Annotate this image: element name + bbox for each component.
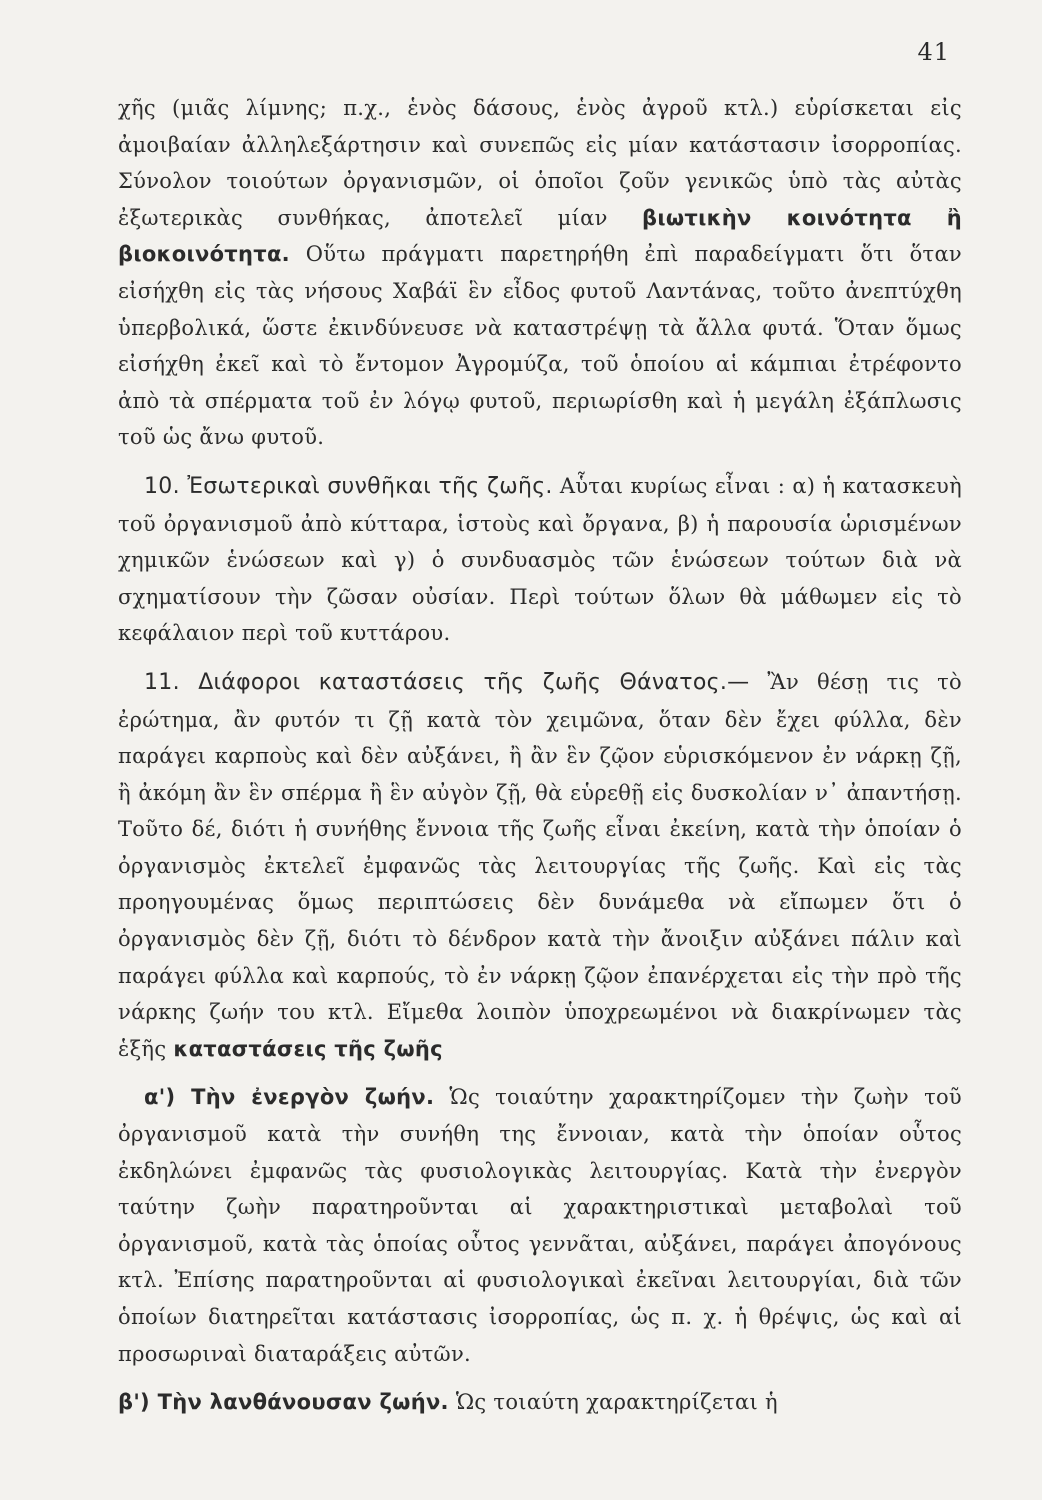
page-number: 41 [917, 38, 950, 66]
paragraph-text: Αὗται κυρίως εἶναι : α) ἡ κατασκευὴ τοῦ ὀργανισμοῦ ἀπὸ κύτταρα, ἱστοὺς καὶ ὄργανα, β) ἡ παρουσία ὡρισμένων χημικῶν ἑνώσεων καὶ γ) ὁ συνδυασμὸς τῶν ἑνώσεων τούτων διὰ νὰ σχηματίσουν τὴν ζῶσαν οὐσίαν. Περὶ τούτων ὅλων θὰ μάθωμεν εἰς τὸ κεφάλαιον περὶ τοῦ κυττάρου. [118, 473, 962, 646]
section-heading: 11. Διάφοροι καταστάσεις τῆς ζωῆς Θάνατος.— [144, 669, 750, 695]
section-11 [118, 664, 962, 1068]
subsection-active-life [118, 1079, 962, 1372]
paragraph-text: Οὕτω πράγματι παρετηρήθη ἐπὶ παραδείγματι ὅτι ὅταν εἰσήχθη εἰς τὰς νήσους Χαβάϊ ἓν εἶδος φυτοῦ Λαντάνας, τοῦτο ἀνεπτύχθη ὑπερβολικά, ὥστε ἐκινδύνευσε νὰ καταστρέψῃ τὰ ἄλλα φυτά. Ὅταν ὅμως εἰσήχθη ἐκεῖ καὶ τὸ ἔντομον Ἀγρομύζα, τοῦ ὁποίου αἱ κάμπιαι ἐτρέφοντο ἀπὸ τὰ σπέρματα τοῦ ἐν λόγῳ φυτοῦ, περιωρίσθη καὶ ἡ μεγάλη ἐξάπλωσις τοῦ ὡς ἄνω φυτοῦ. [118, 242, 962, 450]
paragraph-biocommunity [118, 90, 962, 456]
subsection-heading: β') Τὴν λανθάνουσαν ζωήν. [118, 1390, 449, 1415]
paragraph-text: Ἂν θέσῃ τις τὸ ἐρώτημα, ἂν φυτόν τι ζῇ κατὰ τὸν χειμῶνα, ὅταν δὲν ἔχει φύλλα, δὲν παράγει καρποὺς καὶ δὲν αὐξάνει, ἢ ἂν ἓν ζῷον εὑρισκόμενον ἐν νάρκῃ ζῇ, ἢ ἀκόμη ἂν ἓν σπέρμα ἢ ἓν αὐγὸν ζῇ, θὰ εὑρεθῇ εἰς δυσκολίαν ν᾽ ἀπαντήσῃ. Τοῦτο δέ, διότι ἡ συνήθης ἔννοια τῆς ζωῆς εἶναι ἐκείνη, κατὰ τὴν ὁποίαν ὁ ὀργανισμὸς ἐκτελεῖ ἐμφανῶς τὰς λειτουργίας τῆς ζωῆς. Καὶ εἰς τὰς προηγουμένας ὅμως περιπτώσεις δὲν δυνάμεθα νὰ εἴπωμεν ὅτι ὁ ὀργανισμὸς δὲν ζῇ, διότι τὸ δένδρον κατὰ τὴν ἄνοιξιν αὐξάνει πάλιν καὶ παράγει φύλλα καὶ καρπούς, τὸ ἐν νάρκῃ ζῷον ἐπανέρχεται εἰς τὴν πρὸ τῆς νάρκης ζωήν του κτλ. Εἴμεθα λοιπὸν ὑποχρεωμένοι νὰ διακρίνωμεν τὰς ἑξῆς [118, 669, 962, 1061]
section-10 [118, 468, 962, 652]
paragraph-text: Ὡς τοιαύτη χαρακτηρίζεται ἡ [448, 1390, 778, 1415]
paragraph-text: χῆς (μιᾶς λίμνης; π.χ., ἑνὸς δάσους, ἑνὸς ἀγροῦ κτλ.) εὑρίσκεται εἰς ἀμοιβαίαν ἀλληλεξάρτησιν καὶ συνεπῶς εἰς μίαν κατάστασιν ἰσορροπίας. Σύνολον τοιούτων ὀργανισμῶν, οἱ ὁποῖοι ζοῦν γενικῶς ὑπὸ τὰς αὐτὰς ἐξωτερικὰς συνθήκας, ἀποτελεῖ μίαν [118, 96, 962, 230]
subsection-heading: α') Τὴν ἐνεργὸν ζωήν. [144, 1085, 435, 1110]
section-heading: 10. Ἐσωτερικαὶ συνθῆκαι τῆς ζωῆς. [144, 473, 553, 499]
subsection-latent-life [118, 1384, 962, 1421]
paragraph-text: Ὡς τοιαύτην χαρακτηρίζομεν τὴν ζωὴν τοῦ ὀργανισμοῦ κατὰ τὴν συνήθη της ἔννοιαν, κατὰ τὴν ὁποίαν οὗτος ἐκδηλώνει ἐμφανῶς τὰς φυσιολογικὰς λειτουργίας. Κατὰ τὴν ἐνεργὸν ταύτην ζωὴν παρατηροῦνται αἱ χαρακτηριστικαὶ μεταβολαὶ τοῦ ὀργανισμοῦ, κατὰ τὰς ὁποίας οὗτος γεννᾶται, αὐξάνει, παράγει ἀπογόνους κτλ. Ἐπίσης παρατηροῦνται αἱ φυσιολογικαὶ ἐκεῖναι λειτουργίαι, διὰ τῶν ὁποίων διατηρεῖται κατάστασις ἰσορροπίας, ὡς π. χ. ἡ θρέψις, ὡς καὶ αἱ προσωριναὶ διαταράξεις αὐτῶν. [118, 1085, 962, 1366]
bold-term: καταστάσεις τῆς ζωῆς [173, 1036, 443, 1061]
bold-term: βιωτικὴν κοινότητα ἢ βιοκοινότητα. [118, 205, 962, 267]
body-text [118, 90, 962, 1421]
